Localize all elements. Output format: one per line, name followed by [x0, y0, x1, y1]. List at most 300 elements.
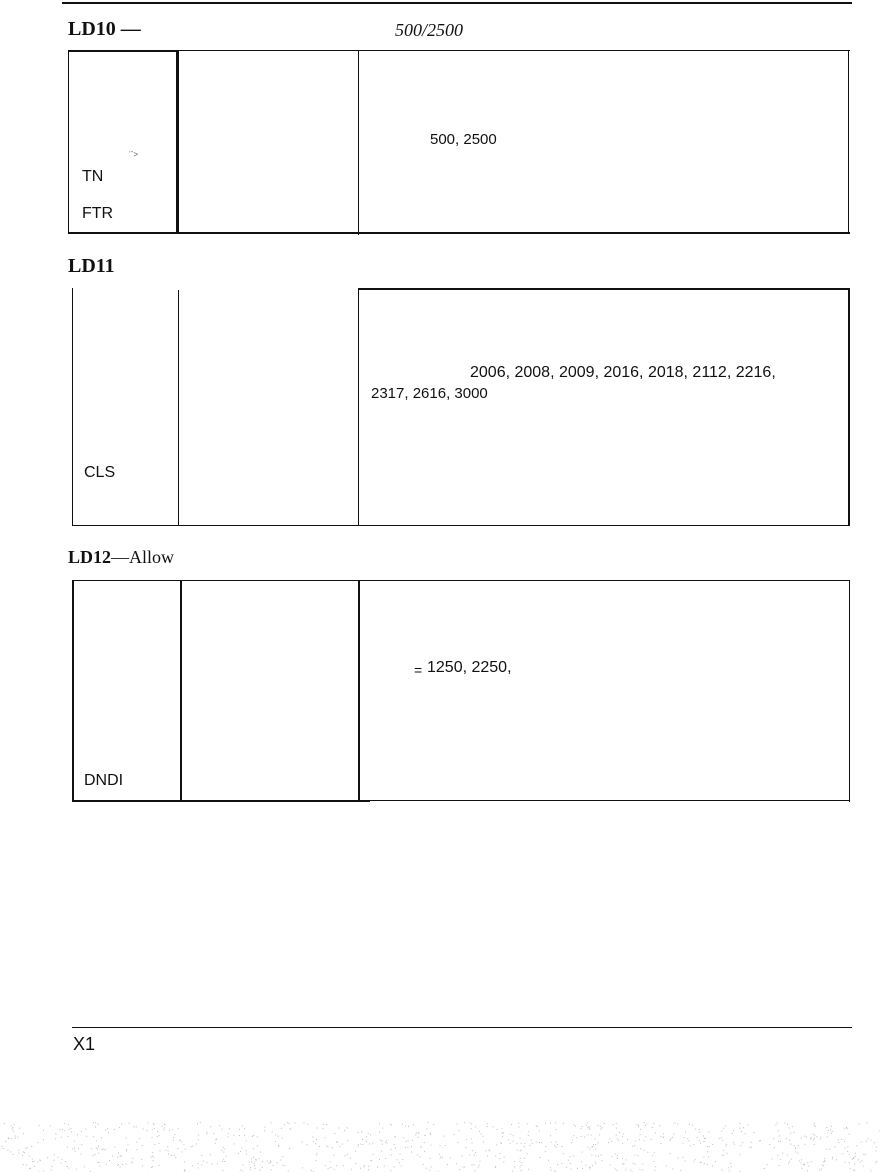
- scan-speck: [316, 1139, 317, 1140]
- scan-speck: [863, 1154, 864, 1155]
- scan-speck: [654, 1161, 655, 1162]
- scan-speck: [316, 1154, 317, 1155]
- scan-speck: [625, 1169, 626, 1170]
- scan-speck: [311, 1170, 312, 1171]
- scan-speck: [635, 1164, 636, 1165]
- page-header-title: LD10 —: [68, 18, 141, 40]
- scan-speck: [313, 1141, 314, 1142]
- scan-speck: [791, 1159, 792, 1160]
- scan-speck: [57, 1157, 58, 1158]
- scan-speck: [793, 1132, 794, 1133]
- ld10-glyph-mark: ʿˉ˃: [128, 150, 138, 159]
- scan-speck: [775, 1125, 776, 1126]
- scan-speck: [430, 1134, 431, 1135]
- scan-speck: [385, 1142, 386, 1143]
- scan-speck: [461, 1156, 462, 1157]
- scan-speck: [34, 1166, 35, 1167]
- scan-speck: [849, 1162, 850, 1163]
- scan-speck: [302, 1167, 303, 1168]
- scan-speck: [791, 1144, 792, 1145]
- scan-speck: [774, 1148, 775, 1149]
- scan-speck: [256, 1159, 257, 1160]
- scan-speck: [626, 1159, 627, 1160]
- scan-speck: [855, 1153, 856, 1154]
- scan-speck: [15, 1136, 16, 1137]
- scan-speck: [809, 1166, 810, 1167]
- scan-speck: [394, 1166, 395, 1167]
- scan-speck: [14, 1124, 15, 1125]
- scan-speck: [853, 1158, 854, 1159]
- scan-speck: [319, 1146, 320, 1147]
- scan-speck: [118, 1153, 119, 1154]
- scan-speck: [863, 1166, 864, 1167]
- scan-speck: [495, 1156, 496, 1157]
- ld11-desc-line-2: 2317, 2616, 3000: [371, 385, 488, 402]
- scan-speck: [853, 1157, 854, 1158]
- scan-speck: [749, 1147, 750, 1148]
- scan-speck: [821, 1169, 822, 1170]
- scan-speck: [421, 1147, 422, 1148]
- scan-speck: [17, 1137, 18, 1138]
- scan-speck: [475, 1126, 476, 1127]
- scan-speck: [474, 1154, 475, 1155]
- scan-speck: [527, 1153, 528, 1154]
- scan-speck: [703, 1157, 704, 1158]
- scan-speck: [831, 1133, 832, 1134]
- scan-speck: [119, 1127, 120, 1128]
- scan-speck: [495, 1167, 496, 1168]
- scan-speck: [815, 1126, 816, 1127]
- scan-speck: [729, 1170, 730, 1171]
- scan-speck: [289, 1148, 290, 1149]
- scan-speck: [280, 1160, 281, 1161]
- scan-speck: [613, 1124, 614, 1125]
- scan-speck: [185, 1149, 186, 1150]
- scan-speck: [18, 1153, 19, 1154]
- scan-speck: [255, 1168, 256, 1169]
- ld12-desc-text: 1250, 2250,: [427, 659, 512, 676]
- scan-speck: [426, 1129, 427, 1130]
- scan-speck: [595, 1149, 596, 1150]
- scan-speck: [425, 1135, 426, 1136]
- scan-speck: [411, 1146, 412, 1147]
- scan-speck: [233, 1135, 234, 1136]
- scan-speck: [708, 1156, 709, 1157]
- scan-speck: [839, 1142, 840, 1143]
- scan-speck: [654, 1123, 655, 1124]
- scan-speck: [524, 1146, 525, 1147]
- scan-speck: [622, 1143, 623, 1144]
- scan-speck: [117, 1157, 118, 1158]
- scan-speck: [281, 1128, 282, 1129]
- scan-speck: [161, 1126, 162, 1127]
- scan-speck: [95, 1127, 96, 1128]
- scan-speck: [173, 1137, 174, 1138]
- scan-speck: [391, 1125, 392, 1126]
- scan-speck: [732, 1133, 733, 1134]
- scan-speck: [370, 1160, 371, 1161]
- scan-speck: [813, 1134, 814, 1135]
- scan-speck: [524, 1158, 525, 1159]
- scan-speck: [651, 1139, 652, 1140]
- scan-speck: [23, 1133, 24, 1134]
- scan-speck: [290, 1128, 291, 1129]
- scan-speck: [295, 1122, 296, 1123]
- scan-speck: [382, 1141, 383, 1142]
- scan-speck: [654, 1152, 655, 1153]
- scan-speck: [598, 1125, 599, 1126]
- scan-speck: [673, 1133, 674, 1134]
- scan-speck: [497, 1129, 498, 1130]
- scan-speck: [244, 1128, 245, 1129]
- scan-speck: [581, 1136, 582, 1137]
- ld11-desc-line-1: 2006, 2008, 2009, 2016, 2018, 2112, 2216,: [470, 364, 776, 381]
- scan-speck: [3, 1148, 4, 1149]
- scan-speck: [450, 1158, 451, 1159]
- scan-speck: [814, 1125, 815, 1126]
- scan-speck: [244, 1135, 245, 1136]
- scan-speck: [424, 1151, 425, 1152]
- scan-speck: [60, 1163, 61, 1164]
- scan-speck: [275, 1134, 276, 1135]
- scan-speck: [206, 1133, 207, 1134]
- scan-speck: [361, 1131, 362, 1132]
- scan-speck: [489, 1150, 490, 1151]
- scan-speck: [499, 1158, 500, 1159]
- scan-speck: [440, 1158, 441, 1159]
- scan-speck: [844, 1148, 845, 1149]
- scan-speck: [479, 1131, 480, 1132]
- scan-speck: [459, 1130, 460, 1131]
- scan-speck: [471, 1139, 472, 1140]
- scan-speck: [98, 1162, 99, 1163]
- scan-speck: [574, 1135, 575, 1136]
- scan-speck: [722, 1169, 723, 1170]
- scan-speck: [355, 1163, 356, 1164]
- scan-speck: [751, 1147, 752, 1148]
- scan-speck: [105, 1130, 106, 1131]
- scan-speck: [180, 1139, 181, 1140]
- scan-speck: [600, 1126, 601, 1127]
- scan-speck: [362, 1144, 363, 1145]
- scan-speck: [275, 1141, 276, 1142]
- scan-speck: [382, 1128, 383, 1129]
- scan-speck: [228, 1133, 229, 1134]
- scan-speck: [379, 1132, 380, 1133]
- scan-speck: [129, 1123, 130, 1124]
- scan-speck: [587, 1147, 588, 1148]
- scan-speck: [536, 1125, 537, 1126]
- scan-speck: [742, 1142, 743, 1143]
- scan-speck: [806, 1136, 807, 1137]
- scan-speck: [487, 1123, 488, 1124]
- scan-speck: [198, 1163, 199, 1164]
- scan-speck: [126, 1151, 127, 1152]
- scan-speck: [536, 1142, 537, 1143]
- scan-speck: [475, 1152, 476, 1153]
- scan-speck: [866, 1141, 867, 1142]
- scan-speck: [799, 1161, 800, 1162]
- scan-speck: [546, 1146, 547, 1147]
- scan-speck: [464, 1167, 465, 1168]
- scan-speck: [291, 1129, 292, 1130]
- scan-speck: [238, 1153, 239, 1154]
- scan-speck: [751, 1142, 752, 1143]
- scan-speck: [773, 1138, 774, 1139]
- scan-speck: [829, 1149, 830, 1150]
- scan-speck: [849, 1134, 850, 1135]
- scan-speck: [693, 1144, 694, 1145]
- scan-speck: [511, 1124, 512, 1125]
- scan-speck: [400, 1154, 401, 1155]
- scan-speck: [726, 1145, 727, 1146]
- scan-speck: [521, 1170, 522, 1171]
- scan-speck: [433, 1124, 434, 1125]
- scan-speck: [798, 1153, 799, 1154]
- scan-speck: [557, 1144, 558, 1145]
- scan-speck: [655, 1170, 656, 1171]
- scan-speck: [804, 1144, 805, 1145]
- scan-speck: [276, 1162, 277, 1163]
- scan-speck: [868, 1138, 869, 1139]
- scan-speck: [637, 1124, 638, 1125]
- scan-speck: [472, 1164, 473, 1165]
- scan-speck: [38, 1142, 39, 1143]
- scan-speck: [43, 1130, 44, 1131]
- scan-speck: [464, 1122, 465, 1123]
- scan-speck: [611, 1141, 612, 1142]
- scan-speck: [471, 1124, 472, 1125]
- scan-speck: [221, 1150, 222, 1151]
- scan-speck: [411, 1152, 412, 1153]
- scan-speck: [642, 1163, 643, 1164]
- scan-speck: [416, 1133, 417, 1134]
- scan-speck: [556, 1147, 557, 1148]
- scan-speck: [865, 1154, 866, 1155]
- scan-speck: [503, 1162, 504, 1163]
- scan-speck: [787, 1155, 788, 1156]
- scan-speck: [618, 1140, 619, 1141]
- scan-speck: [794, 1145, 795, 1146]
- scan-speck: [596, 1155, 597, 1156]
- scan-speck: [439, 1154, 440, 1155]
- scan-speck: [31, 1146, 32, 1147]
- ld12-heading: [68, 547, 174, 568]
- scan-speck: [347, 1154, 348, 1155]
- scan-speck: [99, 1166, 100, 1167]
- scan-speck: [573, 1156, 574, 1157]
- scan-speck: [778, 1130, 779, 1131]
- scan-speck: [177, 1148, 178, 1149]
- scan-speck: [287, 1122, 288, 1123]
- scan-speck: [168, 1153, 169, 1154]
- scan-speck: [767, 1164, 768, 1165]
- scan-speck: [136, 1142, 137, 1143]
- scan-speck: [637, 1155, 638, 1156]
- scan-speck: [72, 1148, 73, 1149]
- scan-speck: [397, 1159, 398, 1160]
- scan-speck: [350, 1158, 351, 1159]
- scan-speck: [402, 1124, 403, 1125]
- scan-speck: [302, 1141, 303, 1142]
- scan-speck: [219, 1125, 220, 1126]
- scan-speck: [612, 1156, 613, 1157]
- scan-speck: [47, 1157, 48, 1158]
- scan-speck: [788, 1163, 789, 1164]
- scan-speck: [95, 1122, 96, 1123]
- scan-speck: [61, 1137, 62, 1138]
- scan-speck: [790, 1133, 791, 1134]
- scan-speck: [521, 1162, 522, 1163]
- scan-speck: [678, 1158, 679, 1159]
- scan-speck: [646, 1123, 647, 1124]
- scan-speck: [699, 1132, 700, 1133]
- scan-speck: [847, 1151, 848, 1152]
- scan-speck: [823, 1165, 824, 1166]
- scan-speck: [152, 1129, 153, 1130]
- scan-speck: [118, 1164, 119, 1165]
- scan-speck: [109, 1160, 110, 1161]
- scan-speck: [723, 1128, 724, 1129]
- scan-speck: [876, 1147, 877, 1148]
- scan-speck: [430, 1170, 431, 1171]
- scan-speck: [13, 1154, 14, 1155]
- scan-speck: [257, 1136, 258, 1137]
- scan-speck: [223, 1159, 224, 1160]
- scan-speck: [551, 1170, 552, 1171]
- scan-speck: [513, 1135, 514, 1136]
- scan-speck: [260, 1152, 261, 1153]
- scan-speck: [661, 1143, 662, 1144]
- scan-speck: [405, 1126, 406, 1127]
- scan-speck: [68, 1168, 69, 1169]
- scan-speck: [855, 1156, 856, 1157]
- scan-speck: [531, 1140, 532, 1141]
- scan-speck: [284, 1124, 285, 1125]
- scan-speck: [223, 1170, 224, 1171]
- scan-speck: [719, 1138, 720, 1139]
- scan-speck: [157, 1131, 158, 1132]
- scan-speck: [584, 1137, 585, 1138]
- scan-speck: [85, 1129, 86, 1130]
- scan-speck: [29, 1168, 30, 1169]
- scan-speck: [517, 1150, 518, 1151]
- scan-speck: [334, 1169, 335, 1170]
- ld10-row-label-tn: TN: [82, 168, 104, 185]
- scan-speck: [11, 1138, 12, 1139]
- scan-speck: [876, 1161, 877, 1162]
- scan-speck: [418, 1133, 419, 1134]
- scan-speck: [418, 1132, 419, 1133]
- page-header-models: 500/2500: [395, 20, 464, 40]
- scan-speck: [639, 1139, 640, 1140]
- scan-speck: [520, 1150, 521, 1151]
- scan-speck: [391, 1155, 392, 1156]
- scan-speck: [655, 1166, 656, 1167]
- scan-speck: [563, 1123, 564, 1124]
- scan-speck: [645, 1136, 646, 1137]
- scan-speck: [501, 1133, 502, 1134]
- scan-speck: [814, 1144, 815, 1145]
- scan-speck: [39, 1160, 40, 1161]
- scan-speck: [412, 1140, 413, 1141]
- scan-speck: [740, 1154, 741, 1155]
- scan-speck: [550, 1122, 551, 1123]
- scan-speck: [671, 1138, 672, 1139]
- scan-speck: [690, 1145, 691, 1146]
- scan-speck: [51, 1169, 52, 1170]
- scan-speck: [760, 1140, 761, 1141]
- scan-speck: [418, 1137, 419, 1138]
- scan-speck: [32, 1161, 33, 1162]
- scan-speck: [330, 1167, 331, 1168]
- scan-speck: [380, 1140, 381, 1141]
- scan-speck: [408, 1140, 409, 1141]
- scan-speck: [420, 1156, 421, 1157]
- scan-speck: [645, 1125, 646, 1126]
- scan-speck: [715, 1161, 716, 1162]
- scan-speck: [315, 1160, 316, 1161]
- scan-speck: [483, 1136, 484, 1137]
- scan-speck: [610, 1164, 611, 1165]
- scan-speck: [114, 1147, 115, 1148]
- scan-speck: [471, 1128, 472, 1129]
- scan-speck: [151, 1157, 152, 1158]
- scan-speck: [644, 1122, 645, 1123]
- scan-speck: [210, 1154, 211, 1155]
- scan-speck: [722, 1140, 723, 1141]
- scan-speck: [120, 1166, 121, 1167]
- scan-speck: [633, 1163, 634, 1164]
- scan-speck: [207, 1162, 208, 1163]
- scan-speck: [789, 1128, 790, 1129]
- scan-speck: [192, 1146, 193, 1147]
- scan-speck: [733, 1130, 734, 1131]
- scan-speck: [632, 1146, 633, 1147]
- scan-speck: [142, 1165, 143, 1166]
- scan-speck: [847, 1146, 848, 1147]
- scan-speck: [179, 1140, 180, 1141]
- scan-speck: [26, 1148, 27, 1149]
- scan-speck: [222, 1129, 223, 1130]
- scan-speck: [685, 1161, 686, 1162]
- scan-speck: [551, 1142, 552, 1143]
- scan-speck: [699, 1129, 700, 1130]
- scan-speck: [315, 1143, 316, 1144]
- scan-speck: [240, 1170, 241, 1171]
- scan-speck: [722, 1155, 723, 1156]
- scan-speck: [406, 1141, 407, 1142]
- scan-speck: [152, 1152, 153, 1153]
- scan-speck: [12, 1129, 13, 1130]
- scan-speck: [517, 1143, 518, 1144]
- scan-speck: [77, 1134, 78, 1135]
- scan-speck: [701, 1162, 702, 1163]
- scan-speck: [67, 1166, 68, 1167]
- scan-speck: [184, 1169, 185, 1170]
- scan-speck: [822, 1165, 823, 1166]
- scan-speck: [81, 1144, 82, 1145]
- scan-speck: [555, 1142, 556, 1143]
- scan-speck: [174, 1155, 175, 1156]
- scan-speck: [801, 1138, 802, 1139]
- scan-speck: [786, 1138, 787, 1139]
- scan-speck: [550, 1167, 551, 1168]
- scan-speck: [426, 1168, 427, 1169]
- scan-speck: [485, 1150, 486, 1151]
- scan-speck: [344, 1155, 345, 1156]
- scan-speck: [693, 1161, 694, 1162]
